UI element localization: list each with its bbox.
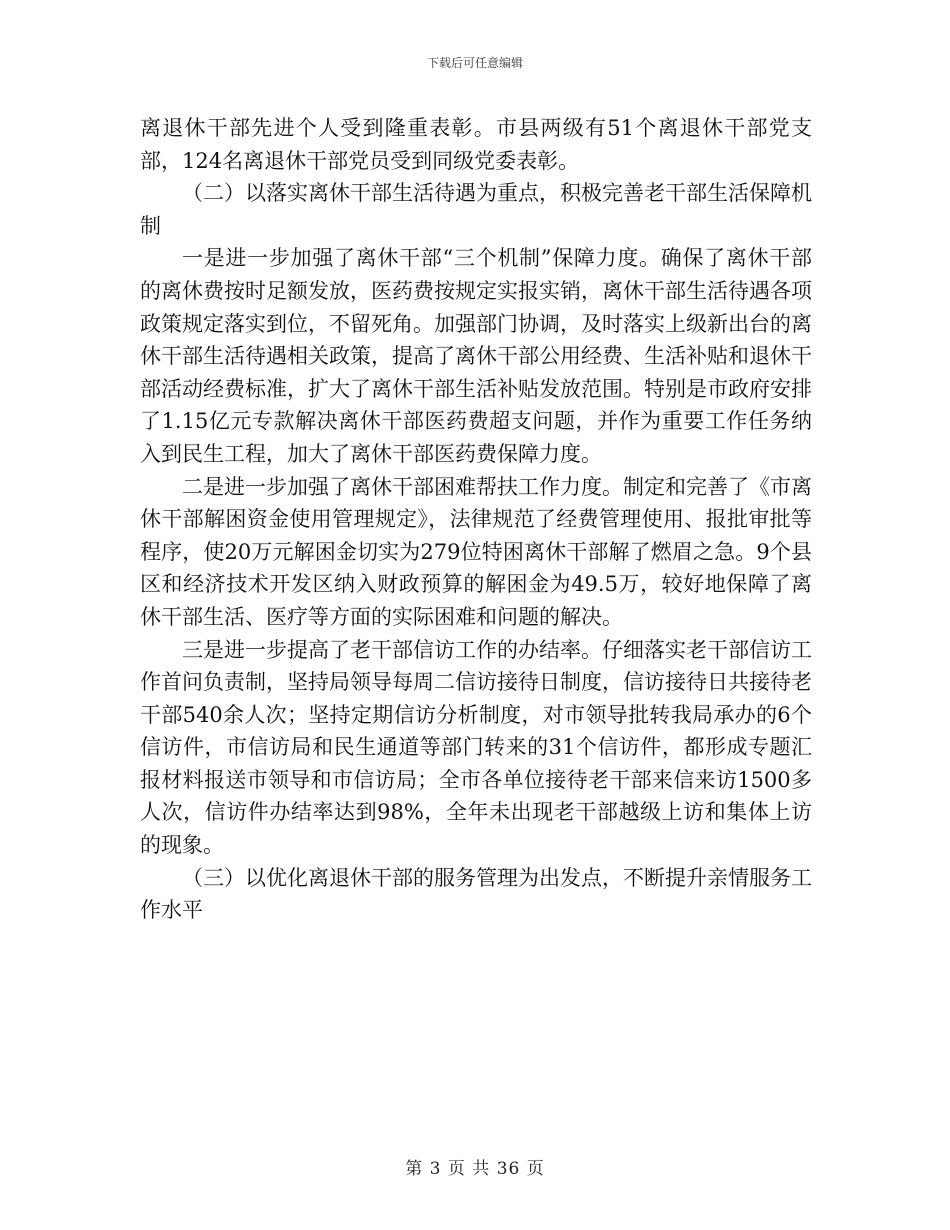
page-number-footer: 第 3 页 共 36 页 (405, 1159, 545, 1179)
paragraph-3: 一是进一步加强了离休干部“三个机制”保障力度。确保了离休干部的离休费按时足额发放，医药费按规定实报实销，离休干部生活待遇各项政策规定落实到位，不留死角。加强部门协调，及时落实上级新出台的离休干部生活待遇相关政策，提高了离休干部公用经费、生活补贴和退休干部活动经费标准，扩大了离休干部生活补贴发放范围。特别是市政府安排了1.15亿元专款解决离休干部医药费超支问题，并作为重要工作任务纳入到民生工程，加大了离休干部医药费保障力度。 (140, 246, 812, 466)
section-heading-2: （二）以落实离休干部生活待遇为重点，积极完善老干部生活保障机制 (140, 181, 812, 238)
paragraph-5: 三是进一步提高了老干部信访工作的办结率。仔细落实老干部信访工作首问负责制，坚持局领导每周二信访接待日制度，信访接待日共接待老干部540余人次；坚持定期信访分析制度，对市领导批转我局承办的6个信访件，市信访局和民生通道等部门转来的31个信访件，都形成专题汇报材料报送市领导和市信访局；全市各单位接待老干部来信来访1500多人次，信访件办结率达到98%，全年未出现老干部越级上访和集体上访的现象。 (140, 637, 812, 858)
paragraph-1: 离退休干部先进个人受到隆重表彰。市县两级有51个离退休干部党支部，124名离退休干部党员受到同级党委表彰。 (140, 116, 812, 173)
page-header-note: 下载后可任意编辑 (426, 56, 523, 70)
paragraph-4: 二是进一步加强了离休干部困难帮扶工作力度。制定和完善了《市离休干部解困资金使用管理规定》，法律规范了经费管理使用、报批审批等程序，使20万元解困金切实为279位特困离休干部解了燃眉之急。9个县区和经济技术开发区纳入财政预算的解困金为49.5万，较好地保障了离休干部生活、医疗等方面的实际困难和问题的解决。 (140, 474, 812, 629)
document-body (140, 112, 812, 927)
section-heading-3: （三）以优化离退休干部的服务管理为出发点，不断提升亲情服务工作水平 (140, 865, 812, 923)
